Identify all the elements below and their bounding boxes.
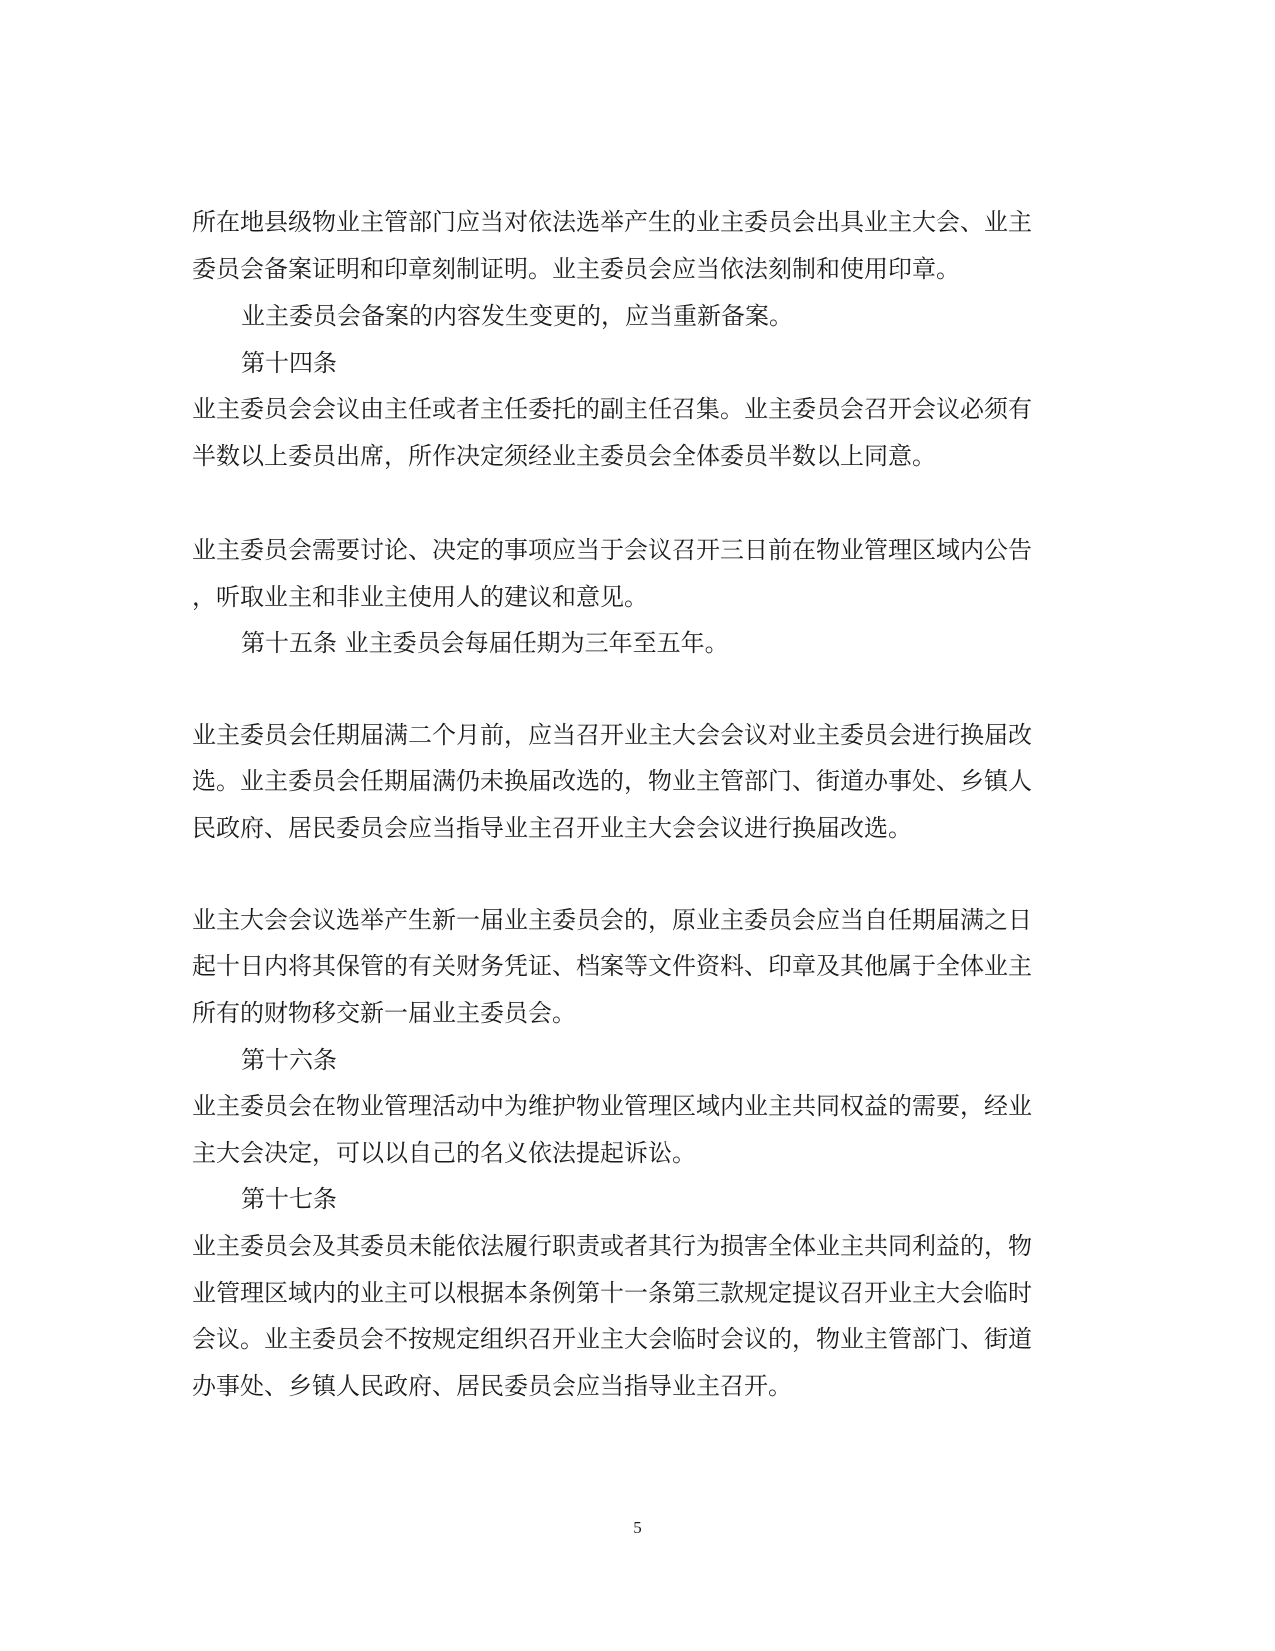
article-heading: 第十七条 [241,1185,337,1213]
text-line: 所在地县级物业主管部门应当对依法选举产生的业主委员会出具业主大会、业主 [192,208,1032,236]
text-line: 起十日内将其保管的有关财务凭证、档案等文件资料、印章及其他属于全体业主 [192,952,1032,980]
text-line: ，听取业主和非业主使用人的建议和意见。 [192,583,648,611]
text-line: 业主委员会会议由主任或者主任委托的副主任召集。业主委员会召开会议必须有 [192,395,1032,423]
text-line: 主大会决定，可以以自己的名义依法提起诉讼。 [192,1139,696,1167]
article-heading: 第十四条 [241,349,337,377]
text-line: 民政府、居民委员会应当指导业主召开业主大会会议进行换届改选。 [192,814,912,842]
text-line: 半数以上委员出席，所作决定须经业主委员会全体委员半数以上同意。 [192,442,936,470]
text-line: 会议。业主委员会不按规定组织召开业主大会临时会议的，物业主管部门、街道 [192,1325,1032,1353]
text-line: 所有的财物移交新一届业主委员会。 [192,999,576,1027]
text-line: 委员会备案证明和印章刻制证明。业主委员会应当依法刻制和使用印章。 [192,255,960,283]
text-line: 业主委员会任期届满二个月前，应当召开业主大会会议对业主委员会进行换届改 [192,721,1032,749]
page-number: 5 [633,1518,642,1537]
text-line: 业主大会会议选举产生新一届业主委员会的，原业主委员会应当自任期届满之日 [192,906,1032,934]
text-line: 业主委员会需要讨论、决定的事项应当于会议召开三日前在物业管理区域内公告 [192,536,1032,564]
text-line: 业主委员会在物业管理活动中为维护物业管理区域内业主共同权益的需要，经业 [192,1092,1032,1120]
text-line: 办事处、乡镇人民政府、居民委员会应当指导业主召开。 [192,1372,792,1400]
text-line: 选。业主委员会任期届满仍未换届改选的，物业主管部门、街道办事处、乡镇人 [192,767,1032,795]
text-line: 业主委员会备案的内容发生变更的，应当重新备案。 [241,302,793,330]
article-heading: 第十六条 [241,1046,337,1074]
article-heading: 第十五条 业主委员会每届任期为三年至五年。 [241,629,729,657]
text-line: 业主委员会及其委员未能依法履行职责或者其行为损害全体业主共同利益的，物 [192,1232,1032,1260]
text-line: 业管理区域内的业主可以根据本条例第十一条第三款规定提议召开业主大会临时 [192,1279,1032,1307]
